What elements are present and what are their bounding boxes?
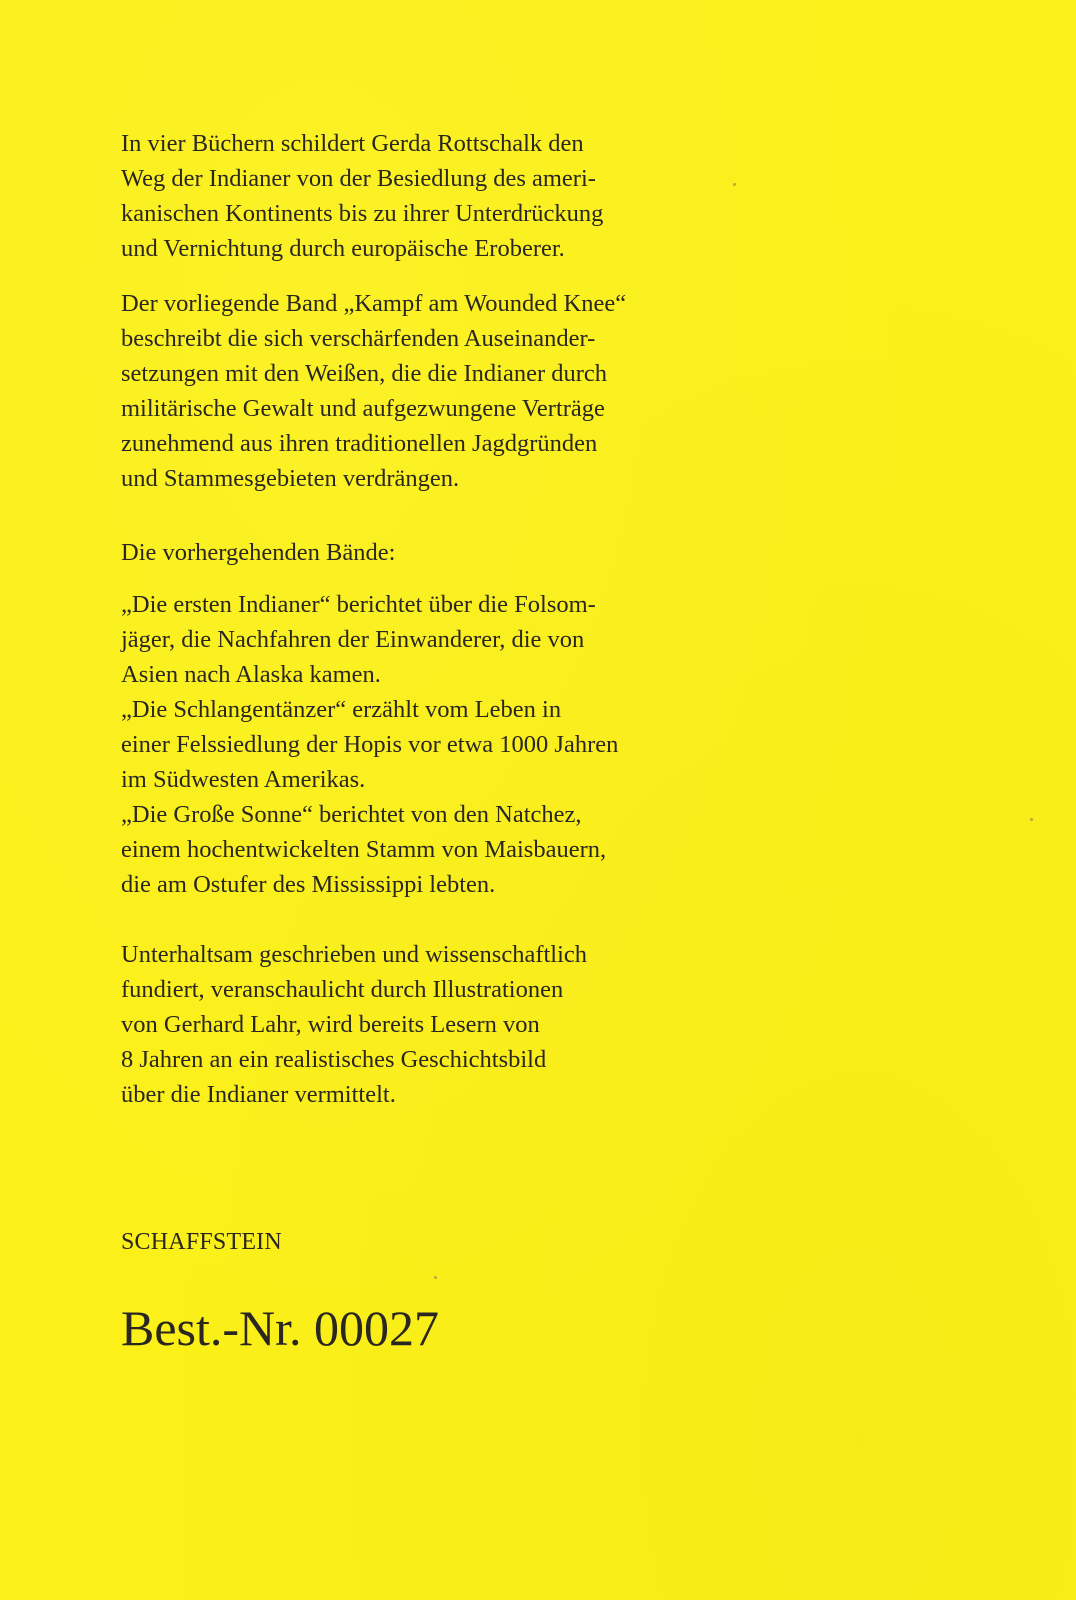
text-line: und Vernichtung durch europäische Eroberer. — [121, 235, 565, 262]
text-line: „Die ersten Indianer“ berichtet über die Folsom- — [121, 591, 596, 618]
text-line: beschreibt die sich verschärfenden Auseinander- — [121, 325, 596, 352]
text-line: setzungen mit den Weißen, die die Indianer durch — [121, 360, 608, 387]
text-line: die am Ostufer des Mississippi lebten. — [121, 871, 496, 898]
text-line: Die vorhergehenden Bände: — [121, 539, 396, 566]
paragraph-previous-volumes — [121, 587, 821, 902]
paragraph-intro — [121, 126, 821, 266]
text-line: zunehmend aus ihren traditionellen Jagdgründen — [121, 430, 598, 457]
text-line: Weg der Indianer von der Besiedlung des ameri- — [121, 165, 596, 192]
order-number: Best.-Nr. 00027 — [121, 1300, 440, 1356]
text-line: Der vorliegende Band „Kampf am Wounded Knee“ — [121, 290, 627, 317]
text-line: und Stammesgebieten verdrängen. — [121, 465, 460, 492]
text-line: von Gerhard Lahr, wird bereits Lesern von — [121, 1011, 540, 1038]
text-line: „Die Schlangentänzer“ erzählt vom Leben in — [121, 696, 562, 723]
paper-speck — [733, 183, 736, 186]
text-line: über die Indianer vermittelt. — [121, 1081, 396, 1108]
previous-volumes-heading — [121, 535, 821, 570]
text-line: einer Felssiedlung der Hopis vor etwa 1000 Jahren — [121, 731, 619, 758]
publisher-name: SCHAFFSTEIN — [121, 1229, 282, 1255]
text-line: einem hochentwickelten Stamm von Maisbauern, — [121, 836, 607, 863]
text-line: im Südwesten Amerikas. — [121, 766, 366, 793]
text-line: jäger, die Nachfahren der Einwanderer, die von — [121, 626, 585, 653]
text-line: fundiert, veranschaulicht durch Illustrationen — [121, 976, 564, 1003]
text-line: 8 Jahren an ein realistisches Geschichtsbild — [121, 1046, 547, 1073]
text-line: militärische Gewalt und aufgezwungene Verträge — [121, 395, 605, 422]
text-line: kanischen Kontinents bis zu ihrer Unterdrückung — [121, 200, 604, 227]
text-line: Asien nach Alaska kamen. — [121, 661, 381, 688]
paragraph-current-volume — [121, 286, 821, 496]
paper-speck — [434, 1276, 437, 1279]
paper-speck — [1030, 818, 1033, 821]
text-line: Unterhaltsam geschrieben und wissenschaftlich — [121, 941, 588, 968]
paragraph-summary — [121, 937, 821, 1112]
text-line: „Die Große Sonne“ berichtet von den Natchez, — [121, 801, 582, 828]
text-line: In vier Büchern schildert Gerda Rottschalk den — [121, 130, 584, 157]
